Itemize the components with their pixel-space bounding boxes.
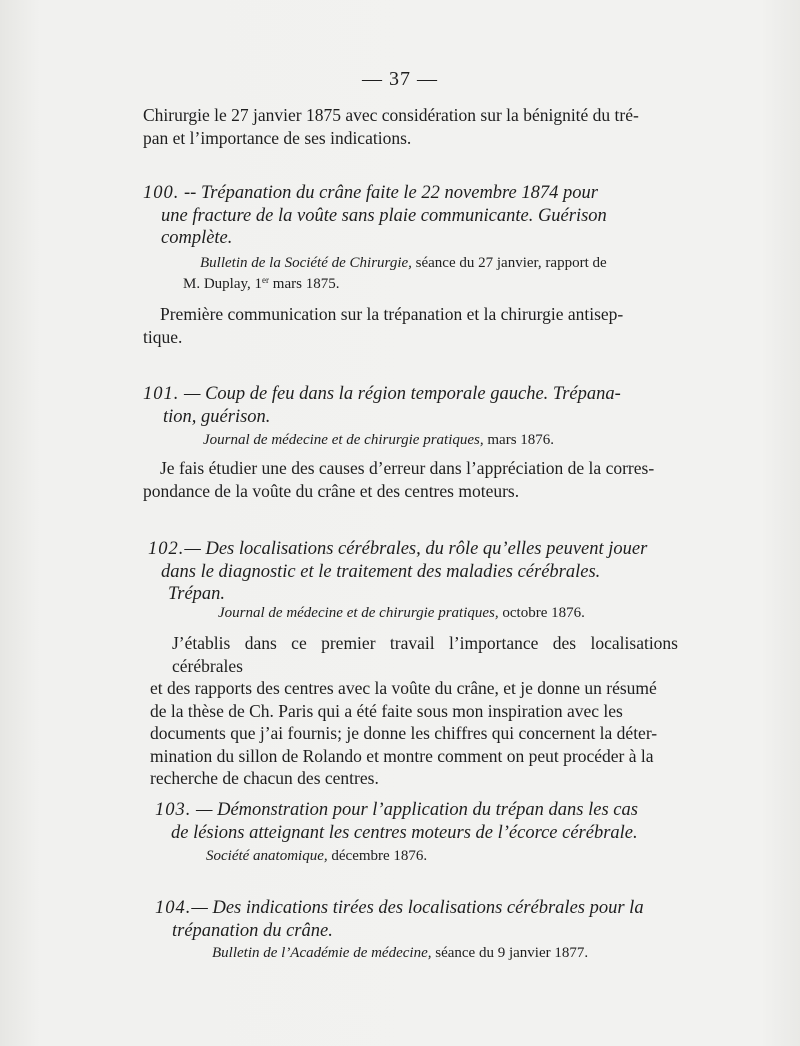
entry-102-reference: Journal de médecine et de chirurgie pratiques, octobre 1876. xyxy=(218,605,585,621)
entry-102-title-line-2: dans le diagnostic et le traitement des maladies cérébrales. xyxy=(161,561,601,582)
entry-102-title: 102.— Des localisations cérébrales, du rôle qu’elles peuvent jouer dans le diagnostic et le traitement des maladies cérébrales. Trépan. xyxy=(148,538,678,606)
entry-100-journal: Bulletin de la Société de Chirurgie, xyxy=(200,255,412,271)
entry-101-title: 101. — Coup de feu dans la région temporale gauche. Trépana- tion, guérison. xyxy=(143,383,671,428)
entry-101-note xyxy=(143,457,671,502)
entry-101-journal: Journal de médecine et de chirurgie pratiques, xyxy=(203,432,484,448)
entry-104-journal: Bulletin de l’Académie de médecine, xyxy=(212,945,432,961)
entry-102-note xyxy=(150,632,678,790)
entry-104-title-line-2: trépanation du crâne. xyxy=(172,920,333,941)
entry-102-note-line-5: mination du sillon de Rolando et montre comment on peut procéder à la xyxy=(150,745,654,766)
entry-101-note-line-2: pondance de la voûte du crâne et des centres moteurs. xyxy=(143,480,520,501)
entry-100-note xyxy=(143,303,671,348)
entry-101-note-line-1: Je fais étudier une des causes d’erreur dans l’appréciation de la corres- xyxy=(160,458,655,478)
entry-102-note-line-2: et des rapports des centres avec la voûte du crâne, et je donne un résumé xyxy=(150,678,657,698)
entry-100-title-line-2: une fracture de la voûte sans plaie communicante. Guérison xyxy=(161,205,607,226)
entry-101-number: 101. xyxy=(143,384,180,404)
entry-102-title-line-3: Trépan. xyxy=(168,584,226,604)
entry-100-reference: Bulletin de la Société de Chirurgie, séance du 27 janvier, rapport de M. Duplay, 1er mars 1875. xyxy=(183,255,607,292)
entry-104-reference: Bulletin de l’Académie de médecine, séance du 9 janvier 1877. xyxy=(212,945,589,961)
entry-100-note-line-2: tique. xyxy=(143,326,183,347)
entry-102-note-line-6: recherche de chacun des centres. xyxy=(150,768,379,788)
entry-103-title-line-2: de lésions atteignant les centres moteurs de l’écorce cérébrale. xyxy=(171,822,638,843)
entry-104-number: 104. xyxy=(155,898,192,918)
entry-100-note-line-1: Première communication sur la trépanation et la chirurgie antisep- xyxy=(160,304,624,324)
entry-100-title: 100. -- Trépanation du crâne faite le 22 novembre 1874 pour une fracture de la voûte sans plaie communicante. Guérison complète. xyxy=(143,182,671,250)
entry-102-note-line-4: documents que j’ai fournis; je donne les chiffres qui concernent la déter- xyxy=(150,723,658,743)
entry-102-number: 102. xyxy=(148,539,185,559)
intro-paragraph xyxy=(143,104,671,149)
entry-104-title: 104.— Des indications tirées des localisations cérébrales pour la trépanation du crâne. xyxy=(155,897,685,942)
entry-103-reference: Société anatomique, décembre 1876. xyxy=(206,848,428,864)
entry-103-title-line-1: Démonstration pour l’application du trépan dans les cas xyxy=(217,800,638,820)
page-number: — 37 — xyxy=(362,68,438,90)
entry-102-title-line-1: Des localisations cérébrales, du rôle qu’elles peuvent jouer xyxy=(205,539,648,559)
entry-101-reference: Journal de médecine et de chirurgie pratiques, mars 1876. xyxy=(203,432,555,448)
entry-102-note-line-1: J’établis dans ce premier travail l’importance des localisations cérébrales xyxy=(172,633,678,676)
entry-103-number: 103. xyxy=(155,800,192,820)
entry-103-journal: Société anatomique, xyxy=(206,848,328,864)
entry-100-title-line-3: complète. xyxy=(161,228,233,248)
entry-100-title-line-1: Trépanation du crâne faite le 22 novembre 1874 pour xyxy=(200,183,598,203)
intro-line-2: pan et l’importance de ses indications. xyxy=(143,127,412,148)
entry-101-title-line-2: tion, guérison. xyxy=(163,406,271,427)
entry-102-journal: Journal de médecine et de chirurgie pratiques, xyxy=(218,605,499,621)
entry-102-note-line-3: de la thèse de Ch. Paris qui a été faite sous mon inspiration avec les xyxy=(150,700,623,721)
entry-103-title: 103. — Démonstration pour l’application du trépan dans les cas de lésions atteignant les centres moteurs de l’écorce cérébrale. xyxy=(155,799,685,844)
entry-101-title-line-1: Coup de feu dans la région temporale gauche. Trépana- xyxy=(205,384,621,404)
intro-line-1: Chirurgie le 27 janvier 1875 avec considération sur la bénignité du tré- xyxy=(143,105,639,125)
entry-104-title-line-1: Des indications tirées des localisations cérébrales pour la xyxy=(212,898,644,918)
entry-100-number: 100. xyxy=(143,183,180,203)
